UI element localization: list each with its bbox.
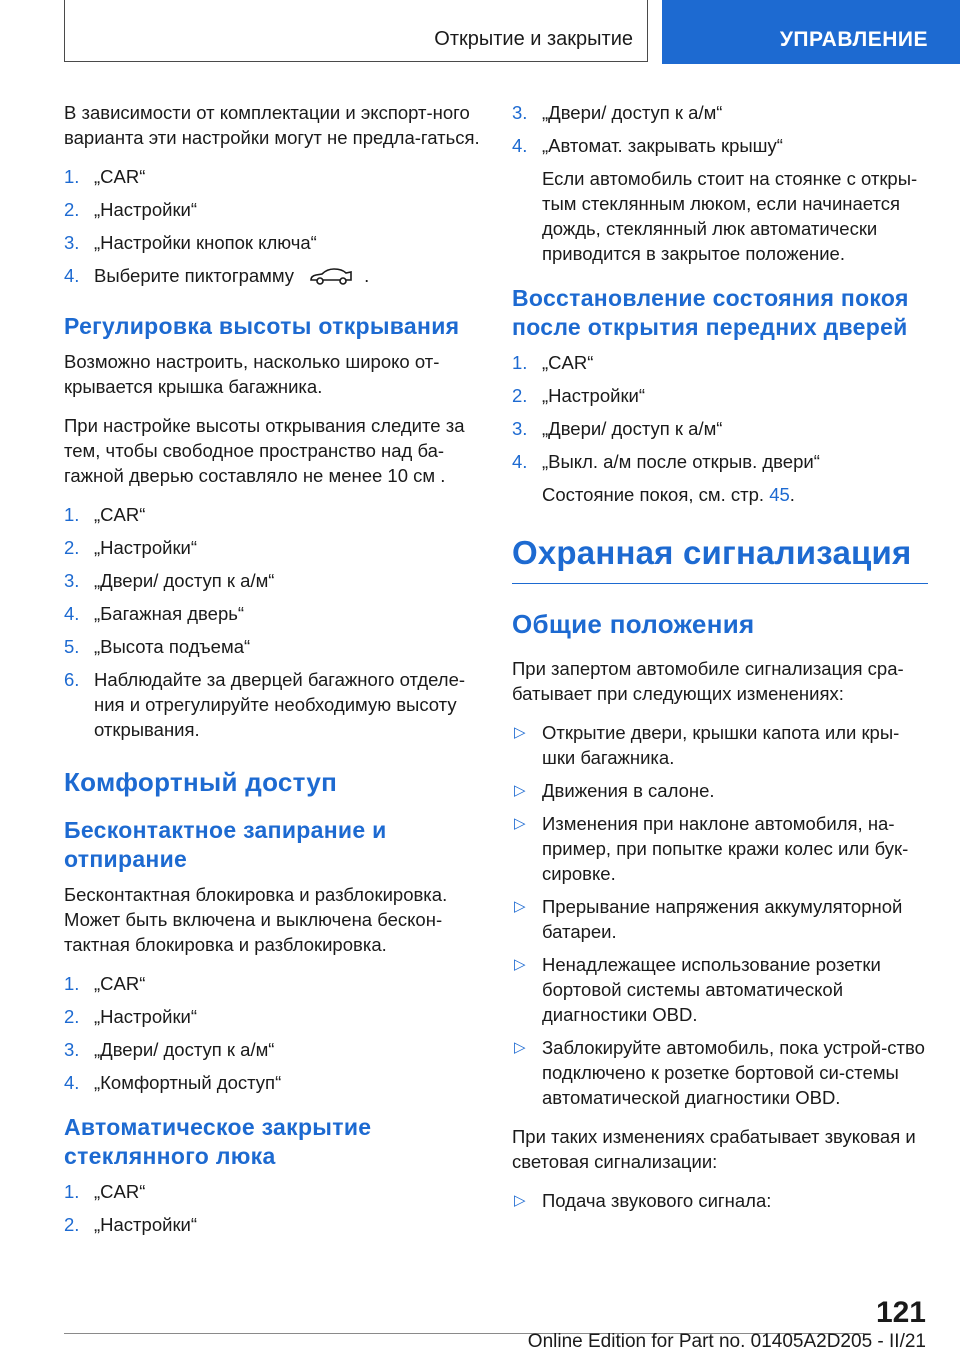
list-item: 3. „Двери/ доступ к а/м“: [64, 570, 275, 591]
list-item: ▷ Ненадлежащее использование розетки бортовой системы автоматической диагностики OBD.: [514, 954, 881, 1025]
intro-paragraph: В зависимости от комплектации и экспорт-ного варианта эти настройки могут не предла-гаться.: [64, 102, 480, 148]
list-item: ▷ Изменения при наклоне автомобиля, на-пример, при попытке кражи колес или бук-сировке.: [514, 813, 909, 884]
header-section-title: Открытие и закрытие: [434, 28, 633, 50]
triangle-bullet-icon: ▷: [514, 782, 526, 799]
list-item-note: Состояние покоя, см. стр. 45.: [542, 484, 795, 505]
page-reference-link[interactable]: 45: [769, 484, 790, 505]
list-item: 3. „Двери/ доступ к а/м“: [64, 1039, 275, 1060]
list-item: 1. „CAR“: [64, 1181, 146, 1202]
list-item: 1. „CAR“: [64, 973, 146, 994]
list-item: 3. „Двери/ доступ к а/м“: [512, 102, 723, 123]
car-tailgate-icon: [308, 264, 354, 294]
heading-opening-height: Регулировка высоты открывания: [64, 313, 460, 339]
triangle-bullet-icon: ▷: [514, 956, 526, 973]
list-item: 2. „Настройки“: [64, 1214, 198, 1235]
heading-alarm-system: Охранная сигнализация: [512, 533, 928, 584]
steps-list-idle-state: [512, 350, 928, 507]
heading-general: Общие положения: [512, 609, 755, 639]
paragraph-general: При запертом автомобиле сигнализация сра-батывает при следующих изменениях:: [512, 658, 904, 704]
heading-keyless: Бесконтактное запирание и отпирание: [64, 817, 387, 872]
list-item-note: Если автомобиль стоит на стоянке с откры-тым стеклянным люком, если начинается дождь, стеклянный люк автоматически приводится в закрытое положение.: [542, 168, 918, 264]
list-item: 2. „Настройки“: [64, 537, 198, 558]
list-item: 3. „Настройки кнопок ключа“: [64, 232, 317, 253]
list-item: 1. „CAR“: [64, 166, 146, 187]
list-item: ▷ Движения в салоне.: [514, 780, 715, 801]
steps-list-sunroof-continued: [512, 100, 928, 266]
paragraph-height-1: Возможно настроить, насколько широко от-крывается крышка багажника.: [64, 351, 440, 397]
list-item: ▷ Открытие двери, крышки капота или кры-шки багажника.: [514, 722, 900, 768]
header-section-box: [64, 0, 648, 62]
header-chapter-box: [662, 0, 960, 64]
heading-sunroof-auto-close: Автоматическое закрытие стеклянного люка: [64, 1114, 372, 1169]
list-item: 4. „Выкл. а/м после открыв. двери“ Состояние покоя, см. стр. 45.: [512, 449, 928, 507]
triangle-bullet-icon: ▷: [514, 1039, 526, 1056]
steps-list-key-buttons: [64, 164, 480, 294]
right-column: [512, 100, 928, 1227]
steps-list-sunroof: [64, 1179, 480, 1237]
triangle-bullet-icon: ▷: [514, 898, 526, 915]
steps-list-opening-height: [64, 502, 480, 742]
list-item: ▷ Прерывание напряжения аккумуляторной батареи.: [514, 896, 903, 942]
list-item: 3. „Двери/ доступ к а/м“: [512, 418, 723, 439]
page-number: 121: [875, 1296, 926, 1329]
bullet-list-signals: [512, 1188, 928, 1213]
list-item: 6. Наблюдайте за дверцей багажного отделе-ния и отрегулируйте необходимую высоту открывания.: [64, 669, 466, 740]
list-item: 2. „Настройки“: [64, 1006, 198, 1027]
steps-list-comfort-access: [64, 971, 480, 1095]
list-item: 4. „Комфортный доступ“: [64, 1072, 282, 1093]
list-item: 4. „Багажная дверь“: [64, 603, 245, 624]
left-column: [64, 100, 480, 1251]
triangle-bullet-icon: ▷: [514, 724, 526, 741]
list-item: 5. „Высота подъема“: [64, 636, 251, 657]
paragraph-signals: При таких изменениях срабатывает звуковая и световая сигнализации:: [512, 1126, 916, 1172]
list-item: 2. „Настройки“: [512, 385, 646, 406]
header-chapter-title: УПРАВЛЕНИЕ: [779, 28, 928, 51]
list-item: 1. „CAR“: [64, 504, 146, 525]
paragraph-height-2: При настройке высоты открывания следите за тем, чтобы свободное пространство над ба-гажной дверью составляло не менее 10 см .: [64, 415, 465, 486]
paragraph-keyless: Бесконтактная блокировка и разблокировка. Может быть включена и выключена бескон-тактная блокировка и разблокировка.: [64, 884, 448, 955]
list-item: ▷ Подача звукового сигнала:: [514, 1190, 772, 1211]
bullet-list-triggers: [512, 720, 928, 1110]
list-item: 1. „CAR“: [512, 352, 594, 373]
list-item: 4. „Автомат. закрывать крышу“ Если автомобиль стоит на стоянке с откры-тым стеклянным люком, если начинается дождь, стеклянный люк автоматически приводится в закрытое положение.: [512, 133, 928, 266]
list-item: 2. „Настройки“: [64, 199, 198, 220]
triangle-bullet-icon: ▷: [514, 1192, 526, 1209]
heading-idle-state: Восстановление состояния покоя после открытия передних дверей: [512, 285, 909, 340]
heading-comfort-access: Комфортный доступ: [64, 767, 338, 797]
list-item: 4. Выберите пиктограмму .: [64, 263, 480, 294]
triangle-bullet-icon: ▷: [514, 815, 526, 832]
footer-edition: Online Edition for Part no. 01405A2D205 - II/21: [527, 1331, 926, 1352]
list-item: ▷ Заблокируйте автомобиль, пока устрой-ство подключено к розетке бортовой си-стемы автоматической диагностики OBD.: [514, 1037, 925, 1108]
